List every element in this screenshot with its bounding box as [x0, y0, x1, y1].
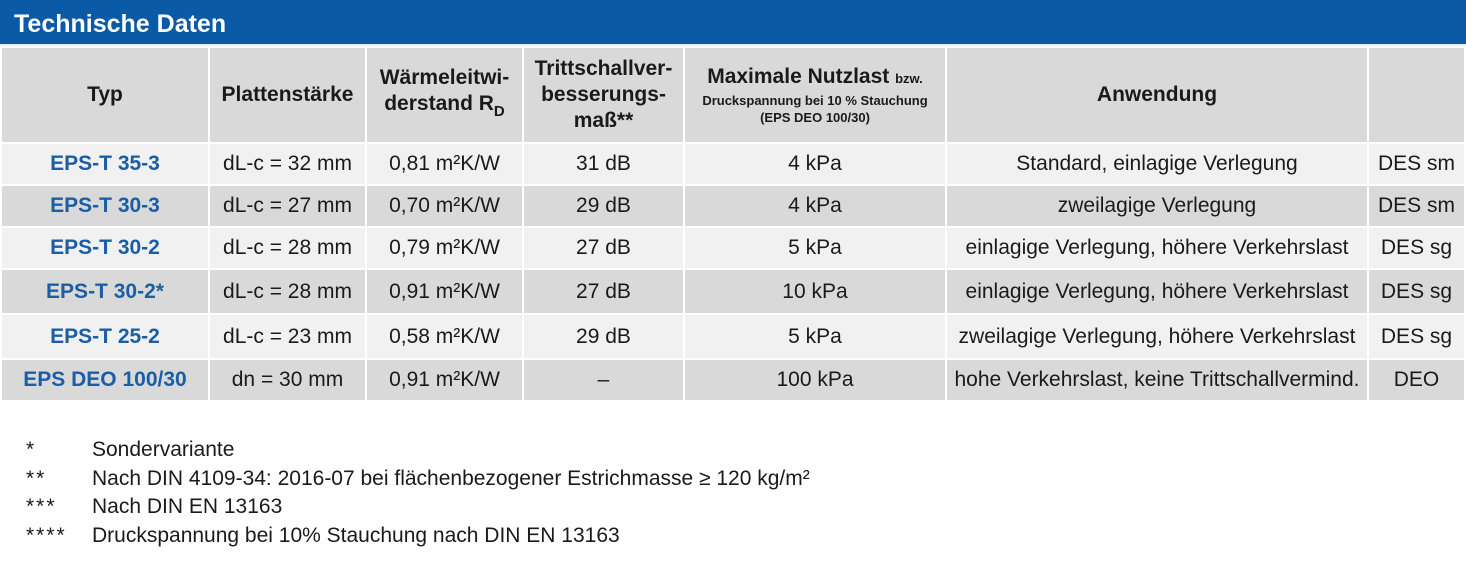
- header-typ-label: Typ: [87, 83, 123, 106]
- cell-staerke: dL-c = 32 mm: [210, 144, 365, 184]
- cell-waerme: 0,58 m²K/W: [367, 315, 522, 358]
- header-anwendung: [947, 48, 1367, 142]
- footnote-item: [26, 522, 810, 551]
- cell-waerme: 0,91 m²K/W: [367, 360, 522, 400]
- cell-anwendung: einlagige Verlegung, höhere Verkehrslast: [947, 228, 1367, 268]
- technical-data-table: [0, 46, 1466, 402]
- header-nutzlast-sub2: (EPS DEO 100/30): [760, 110, 870, 125]
- cell-tritt: 27 dB: [524, 228, 683, 268]
- cell-typ: EPS-T 30-2*: [2, 270, 208, 313]
- header-anwendung-label: Anwendung: [1096, 83, 1218, 106]
- cell-waerme: 0,81 m²K/W: [367, 144, 522, 184]
- cell-typ: EPS DEO 100/30: [2, 360, 208, 400]
- table-row: [2, 144, 1464, 184]
- header-nutzlast-main: Maximale Nutzlast: [707, 65, 890, 88]
- cell-tritt: 31 dB: [524, 144, 683, 184]
- footnote-text: Nach DIN EN 13163: [92, 495, 283, 518]
- cell-typ: EPS-T 30-2: [2, 228, 208, 268]
- cell-tritt: 29 dB: [524, 186, 683, 226]
- cell-code: DES sm: [1369, 144, 1464, 184]
- header-tritt-line1: Trittschallver-: [534, 57, 673, 80]
- header-waerme-line2: derstand R: [384, 92, 494, 115]
- header-waerme-line1: Wärmeleitwi-: [379, 66, 510, 89]
- cell-staerke: dL-c = 28 mm: [210, 228, 365, 268]
- table-row: [2, 228, 1464, 268]
- header-plattenstaerke-label: Plattenstärke: [221, 83, 354, 106]
- header-nutzlast-bzw: bzw.: [895, 71, 923, 86]
- cell-staerke: dn = 30 mm: [210, 360, 365, 400]
- cell-nutzlast: 4 kPa: [685, 144, 945, 184]
- cell-tritt: 27 dB: [524, 270, 683, 313]
- cell-anwendung: zweilagige Verlegung: [947, 186, 1367, 226]
- cell-anwendung: hohe Verkehrslast, keine Trittschallvermind.: [947, 360, 1367, 400]
- cell-tritt: 29 dB: [524, 315, 683, 358]
- footnote-item: [26, 436, 810, 465]
- table-row: [2, 270, 1464, 313]
- cell-waerme: 0,70 m²K/W: [367, 186, 522, 226]
- footnote-mark: ***: [26, 495, 57, 518]
- cell-nutzlast: 5 kPa: [685, 228, 945, 268]
- cell-nutzlast: 100 kPa: [685, 360, 945, 400]
- footnote-mark: *: [26, 438, 37, 461]
- cell-staerke: dL-c = 23 mm: [210, 315, 365, 358]
- cell-typ: EPS-T 30-3: [2, 186, 208, 226]
- section-title-bar: [0, 0, 1466, 46]
- cell-waerme: 0,91 m²K/W: [367, 270, 522, 313]
- cell-waerme: 0,79 m²K/W: [367, 228, 522, 268]
- table-row: [2, 360, 1464, 400]
- cell-nutzlast: 5 kPa: [685, 315, 945, 358]
- cell-tritt: –: [524, 360, 683, 400]
- header-tritt-line2: besserungs-: [541, 83, 666, 106]
- table-row: [2, 186, 1464, 226]
- cell-anwendung: Standard, einlagige Verlegung: [947, 144, 1367, 184]
- cell-code: DES sg: [1369, 270, 1464, 313]
- footnotes: [26, 436, 810, 550]
- footnote-text: Druckspannung bei 10% Stauchung nach DIN EN 13163: [92, 523, 620, 547]
- header-nutzlast-sub1: Druckspannung bei 10 % Stauchung: [702, 93, 928, 108]
- cell-staerke: dL-c = 28 mm: [210, 270, 365, 313]
- footnote-text: Sondervariante: [92, 438, 235, 461]
- cell-typ: EPS-T 25-2: [2, 315, 208, 358]
- cell-anwendung: zweilagige Verlegung, höhere Verkehrslast: [947, 315, 1367, 358]
- header-waermeleitwiderstand: [367, 48, 522, 142]
- cell-anwendung: einlagige Verlegung, höhere Verkehrslast: [947, 270, 1367, 313]
- footnote-item: [26, 465, 810, 494]
- cell-code: DEO: [1369, 360, 1464, 400]
- table-header-row: [2, 48, 1464, 142]
- section-title: Technische Daten: [14, 10, 227, 38]
- footnote-mark: ****: [26, 523, 67, 547]
- footnote-item: [26, 493, 810, 522]
- header-waerme-subscript: D: [493, 103, 505, 120]
- cell-staerke: dL-c = 27 mm: [210, 186, 365, 226]
- cell-nutzlast: 4 kPa: [685, 186, 945, 226]
- header-plattenstaerke: [210, 48, 365, 142]
- footnote-mark: **: [26, 466, 47, 490]
- cell-nutzlast: 10 kPa: [685, 270, 945, 313]
- header-nutzlast: [685, 48, 945, 142]
- cell-code: DES sm: [1369, 186, 1464, 226]
- header-tritt-line3: maß**: [573, 109, 634, 132]
- header-typ: [2, 48, 208, 142]
- footnote-text: Nach DIN 4109-34: 2016-07 bei flächenbezogener Estrichmasse ≥ 120 kg/m²: [92, 466, 810, 490]
- header-code: [1369, 48, 1464, 142]
- table-row: [2, 315, 1464, 358]
- cell-code: DES sg: [1369, 315, 1464, 358]
- cell-code: DES sg: [1369, 228, 1464, 268]
- header-trittschall: [524, 48, 683, 142]
- cell-typ: EPS-T 35-3: [2, 144, 208, 184]
